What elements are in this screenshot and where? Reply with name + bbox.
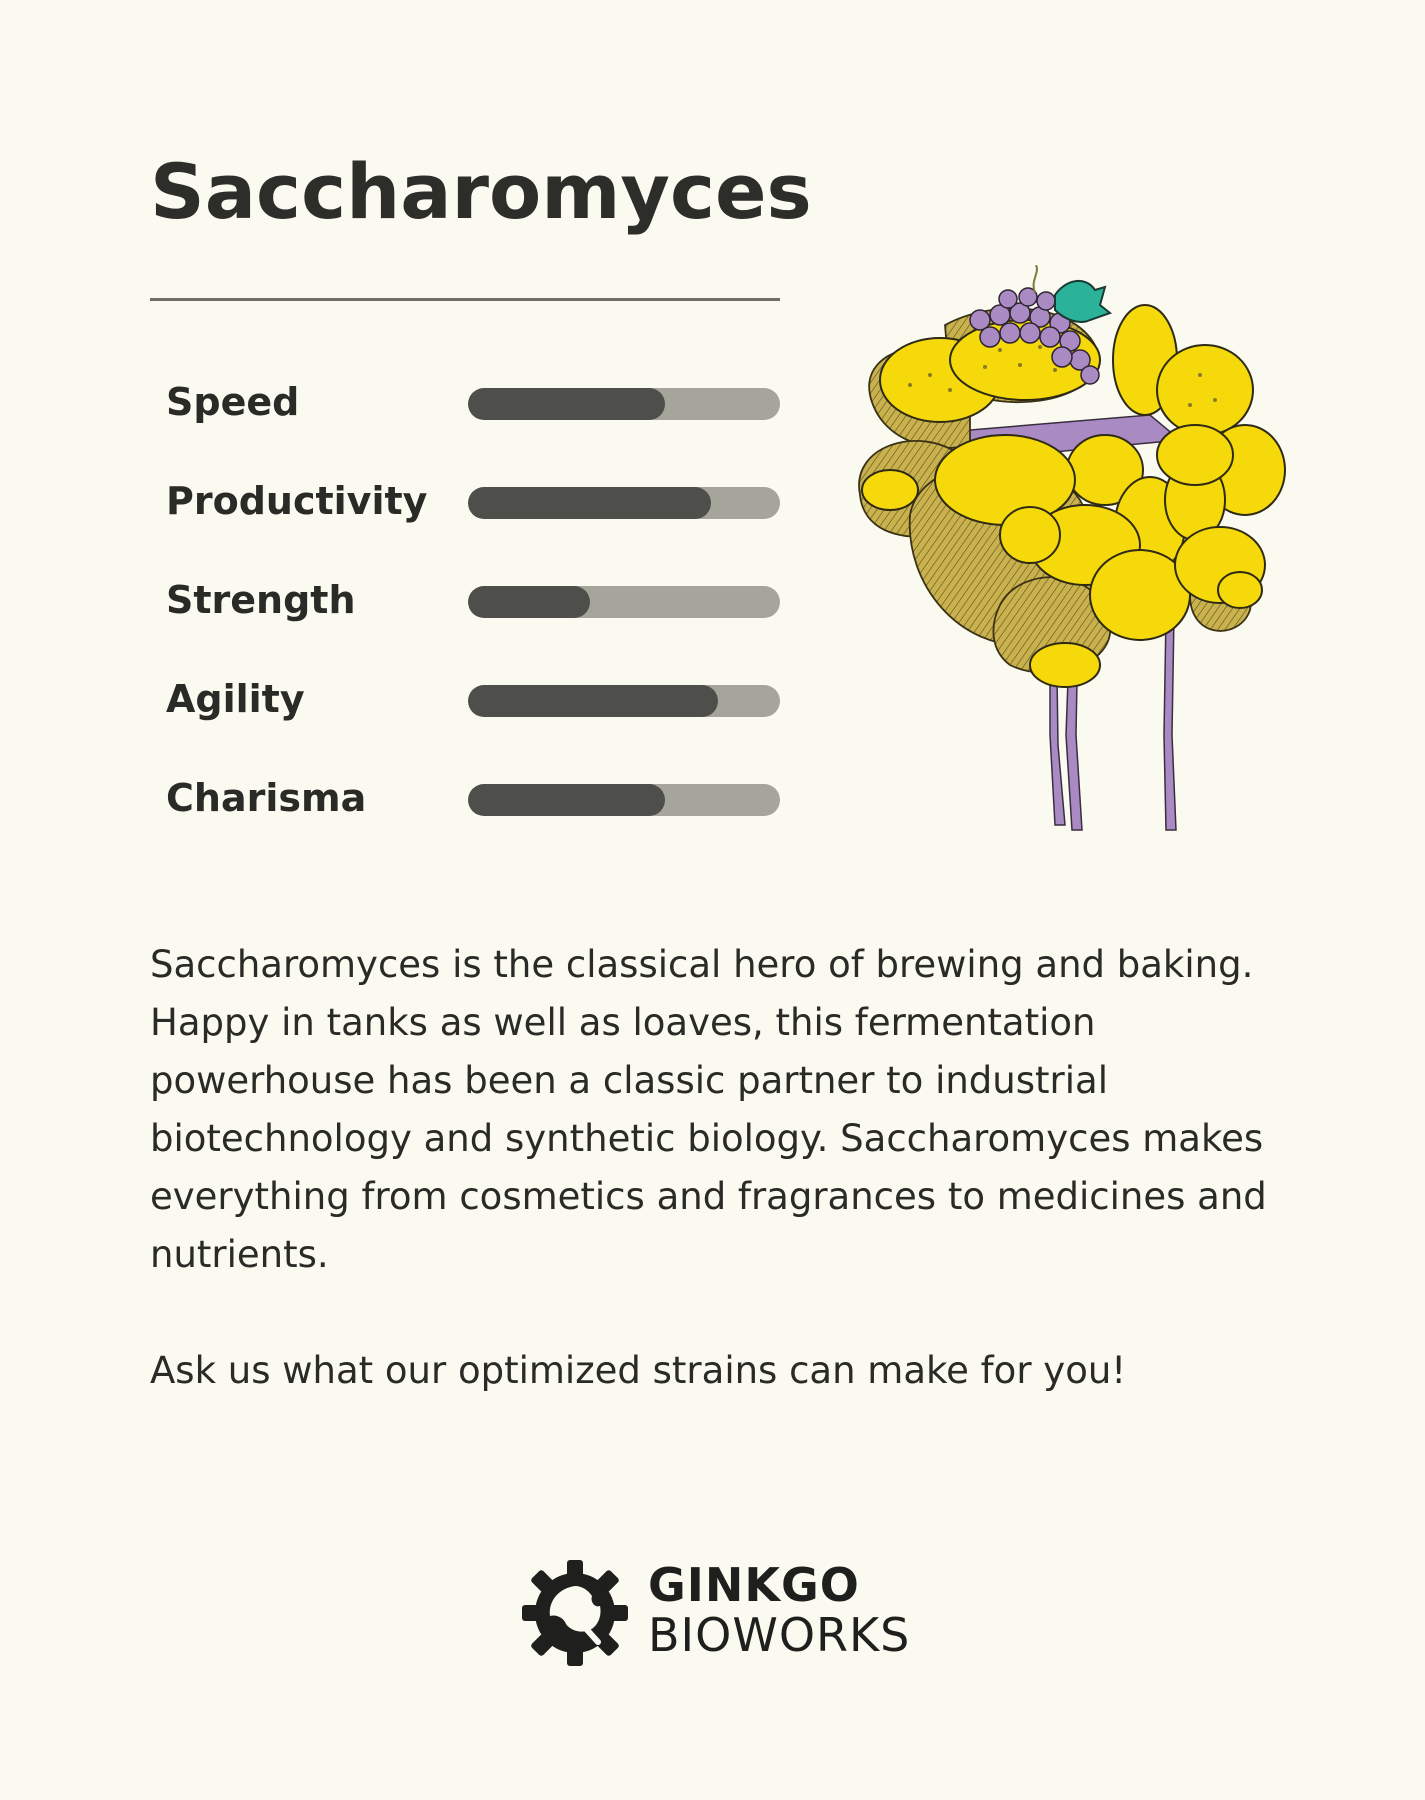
page-title: Saccharomyces <box>150 147 812 236</box>
yeast-grape-illustration <box>850 265 1290 835</box>
gear-leaf-icon <box>520 1558 630 1668</box>
stat-row-speed <box>166 372 781 471</box>
stat-bar-track <box>468 784 780 816</box>
description-text: Saccharomyces is the classical hero of brewing and baking. Happy in tanks as well as loaves, this fermentation powerhouse has been a classic partner to industrial biotechnology and synthetic biology. Saccharomyces makes everything from cosmetics and fragrances to medicines and nutrients. <box>150 943 1267 1276</box>
call-to-action-text: Ask us what our optimized strains can make for you! <box>150 1349 1127 1392</box>
stat-row-productivity <box>166 471 781 570</box>
stat-bar-fill <box>468 685 718 717</box>
stat-bar-fill <box>468 784 665 816</box>
stat-row-charisma <box>166 768 781 867</box>
stat-label: Speed <box>166 380 300 424</box>
stat-bar-fill <box>468 487 711 519</box>
vine-stem <box>1034 265 1037 293</box>
stat-bar-fill <box>468 586 590 618</box>
grape-leaf <box>1055 281 1110 322</box>
stat-row-agility <box>166 669 781 768</box>
stat-bar-track <box>468 586 780 618</box>
stat-label: Productivity <box>166 479 428 523</box>
stats-list <box>166 372 781 867</box>
stat-row-strength <box>166 570 781 669</box>
stat-label: Agility <box>166 677 305 721</box>
stat-bar-track <box>468 487 780 519</box>
stat-bar-track <box>468 685 780 717</box>
stat-label: Strength <box>166 578 356 622</box>
ginkgo-bioworks-logo <box>520 1552 940 1672</box>
stat-label: Charisma <box>166 776 367 820</box>
stat-bar-track <box>468 388 780 420</box>
stat-bar-fill <box>468 388 665 420</box>
logo-wordmark-ginkgo: GINKGO <box>648 1558 860 1612</box>
logo-wordmark-bioworks: BIOWORKS <box>648 1608 911 1662</box>
title-divider <box>150 298 780 301</box>
